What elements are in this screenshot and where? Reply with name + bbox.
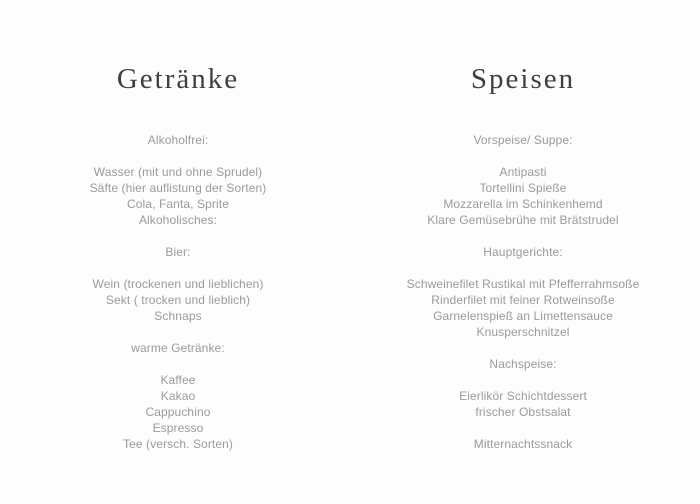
menu-line: Tortellini Spieße (479, 181, 567, 195)
drinks-lines (18, 132, 338, 452)
menu-line: Mitternachtssnack (473, 437, 573, 451)
menu-line: frischer Obstsalat (475, 405, 571, 419)
menu-line: Wein (trockenen und lieblichen) (92, 277, 264, 291)
blank-line (18, 324, 338, 340)
blank-line (18, 148, 338, 164)
drinks-title: Getränke (116, 63, 240, 95)
menu-line: Nachspeise: (489, 357, 557, 371)
blank-line (363, 228, 683, 244)
blank-line (363, 260, 683, 276)
blank-line (363, 340, 683, 356)
menu-line: Schweinefilet Rustikal mit Pfefferrahmsoße (406, 277, 640, 291)
menu-line: Knusperschnitzel (476, 325, 570, 339)
menu-line: Säfte (hier auflistung der Sorten) (89, 181, 267, 195)
menu-line: Antipasti (499, 165, 547, 179)
menu-line: Sekt ( trocken und lieblich) (105, 293, 251, 307)
food-title: Speisen (470, 63, 576, 95)
menu-line: Tee (versch. Sorten) (122, 437, 234, 451)
blank-line (18, 356, 338, 372)
menu-line: Alkoholisches: (138, 213, 218, 227)
food-lines (363, 132, 683, 452)
menu-line: Alkoholfrei: (147, 133, 209, 147)
menu-line: Kakao (160, 389, 196, 403)
drinks-column (18, 0, 338, 504)
menu-line: Bier: (165, 245, 191, 259)
blank-line (363, 148, 683, 164)
menu-line: Schnaps (154, 309, 202, 323)
menu-line: Espresso (152, 421, 204, 435)
menu-line: Cappuchino (145, 405, 211, 419)
blank-line (18, 260, 338, 276)
blank-line (363, 372, 683, 388)
menu-line: Kaffee (160, 373, 196, 387)
menu-line: Cola, Fanta, Sprite (127, 197, 229, 211)
menu-line: warme Getränke: (131, 341, 225, 355)
blank-line (363, 420, 683, 436)
menu-line: Mozzarella im Schinkenhemd (443, 197, 603, 211)
menu-line: Vorspeise/ Suppe: (473, 133, 573, 147)
menu-line: Klare Gemüsebrühe mit Brätstrudel (427, 213, 619, 227)
menu-line: Garnelenspieß an Limettensauce (433, 309, 613, 323)
food-column (363, 0, 683, 504)
menu-line: Rinderfilet mit feiner Rotweinsoße (431, 293, 615, 307)
blank-line (18, 228, 338, 244)
menu-line: Eierlikör Schichtdessert (459, 389, 587, 403)
menu-line: Wasser (mit und ohne Sprudel) (93, 165, 263, 179)
menu-line: Hauptgerichte: (483, 245, 563, 259)
